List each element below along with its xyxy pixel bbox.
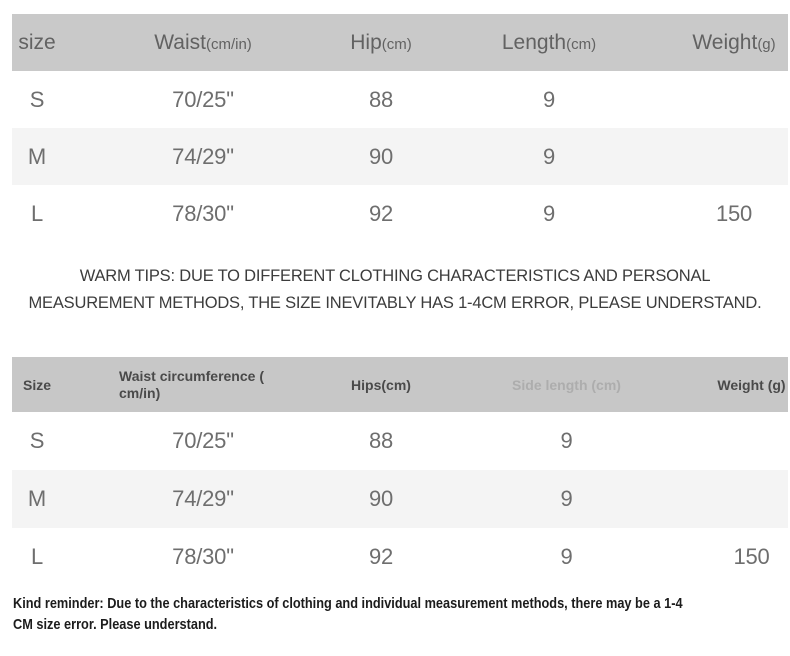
- header-waist: [62, 31, 344, 55]
- hip-cell: 90: [368, 486, 394, 511]
- header-length: [418, 31, 680, 55]
- header-hips: Hips(cm): [351, 376, 411, 393]
- header-size: Size: [22, 376, 51, 393]
- table-row: [12, 470, 788, 528]
- header-label: Hip: [350, 30, 382, 54]
- table-row: [12, 128, 788, 185]
- header-label: size: [18, 30, 56, 54]
- header-side-length: Side length (cm): [512, 376, 621, 393]
- waist-cell: 70/25": [172, 428, 234, 453]
- size-table-bottom: [12, 357, 788, 586]
- length-cell: 9: [560, 544, 573, 569]
- waist-cell: 74/29": [172, 486, 234, 511]
- header-label: Waist circumference ( cm/in): [119, 367, 264, 401]
- warm-tips-note: [0, 263, 790, 317]
- hip-cell: 92: [368, 200, 394, 226]
- header-unit: (cm): [566, 35, 597, 53]
- header-weight: Weight (g): [717, 376, 786, 393]
- header-unit: (cm): [381, 35, 412, 53]
- table-row: [12, 71, 788, 128]
- kind-reminder-note: [13, 593, 683, 635]
- length-cell: 9: [542, 200, 556, 226]
- size-cell: L: [30, 200, 44, 226]
- length-cell: 9: [560, 486, 573, 511]
- waist-cell: 74/29": [172, 143, 234, 169]
- hip-cell: 90: [368, 143, 394, 169]
- kind-reminder-line: CM size error. Please understand.: [13, 616, 218, 633]
- warm-tips-line: WARM TIPS: DUE TO DIFFERENT CLOTHING CHARACTERISTICS AND PERSONAL: [79, 267, 711, 285]
- header-label: Weight: [692, 30, 758, 54]
- size-cell: M: [27, 143, 47, 169]
- header-waist-circumference: [62, 368, 344, 402]
- hip-cell: 88: [368, 86, 394, 112]
- length-cell: 9: [542, 143, 556, 169]
- header-label: Waist: [154, 30, 206, 54]
- table-header-row: [12, 14, 788, 71]
- waist-cell: 78/30": [172, 200, 234, 226]
- hip-cell: 88: [368, 428, 394, 453]
- header-hip: [344, 31, 418, 55]
- header-weight: [680, 31, 788, 55]
- weight-cell: 150: [733, 544, 770, 569]
- table-row: [12, 412, 788, 470]
- hip-cell: 92: [368, 544, 394, 569]
- table-row: [12, 528, 788, 586]
- length-cell: 9: [542, 86, 556, 112]
- size-cell: M: [27, 486, 47, 511]
- size-cell: L: [30, 544, 44, 569]
- kind-reminder-line: Kind reminder: Due to the characteristics of clothing and individual measurement methods, there may be a 1-4: [13, 595, 683, 612]
- header-label: Length: [501, 30, 567, 54]
- size-cell: S: [29, 428, 45, 453]
- waist-cell: 78/30": [172, 544, 234, 569]
- table-row: [12, 185, 788, 242]
- length-cell: 9: [560, 428, 573, 453]
- size-table-top: [12, 14, 788, 242]
- waist-cell: 70/25": [172, 86, 234, 112]
- header-unit: (cm/in): [205, 35, 252, 53]
- header-unit: (g): [757, 35, 776, 53]
- size-cell: S: [29, 86, 45, 112]
- warm-tips-line: MEASUREMENT METHODS, THE SIZE INEVITABLY HAS 1-4CM ERROR, PLEASE UNDERSTAND.: [28, 294, 762, 312]
- weight-cell: 150: [715, 200, 753, 226]
- table-header-row: [12, 357, 788, 412]
- header-size: [12, 31, 62, 55]
